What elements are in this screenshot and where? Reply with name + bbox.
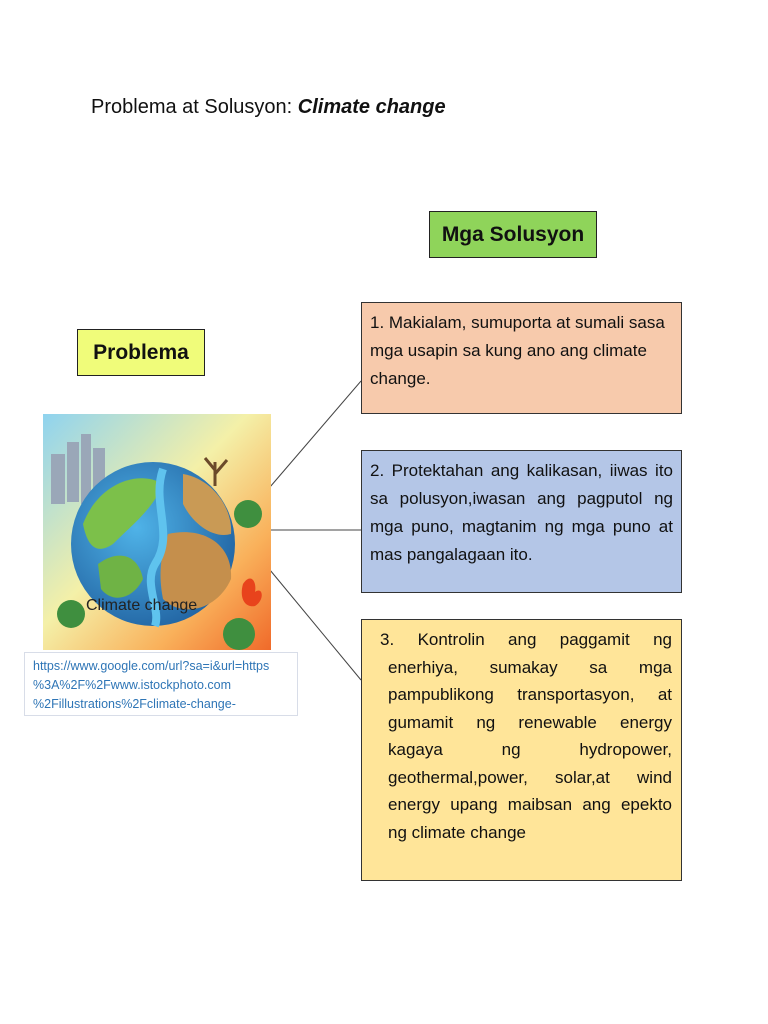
solution-card-2: [361, 450, 682, 593]
image-caption: Climate change: [86, 597, 198, 614]
url-line-3[interactable]: %2Fillustrations%2Fclimate-change-: [33, 697, 236, 711]
source-url[interactable]: [24, 652, 298, 716]
solution-card-3: [361, 619, 682, 881]
solution-text-1: 1. Makialam, sumuporta at sumali sasa mga usapin sa kung ano ang climate change.: [370, 313, 665, 388]
solution-text-3: Kontrolin ang paggamit ng enerhiya, sumakay sa mga pampublikong transportasyon, at gumamit ng renewable energy kagaya ng hydropower, geothermal,power, solar,at wind energy upang maibsan ang epekto ng climate change: [388, 630, 672, 842]
solution-number-3: 3.: [380, 630, 395, 649]
title-prefix: Problema at Solusyon:: [91, 96, 298, 118]
solution-text-2: 2. Protektahan ang kalikasan, iiwas ito sa polusyon,iwasan ang pagputol ng mga puno, magtanim ng mga puno at mas pangalagaan ito.: [370, 461, 673, 564]
solutions-header: Mga Solusyon: [429, 211, 597, 258]
title-topic: Climate change: [297, 96, 446, 118]
connector-line-1: [270, 381, 361, 487]
solution-card-1: [361, 302, 682, 414]
url-line-1[interactable]: https://www.google.com/url?sa=i&url=https: [33, 659, 270, 673]
problem-header: Problema: [77, 329, 205, 376]
url-line-2[interactable]: %3A%2F%2Fwww.istockphoto.com: [33, 678, 231, 692]
